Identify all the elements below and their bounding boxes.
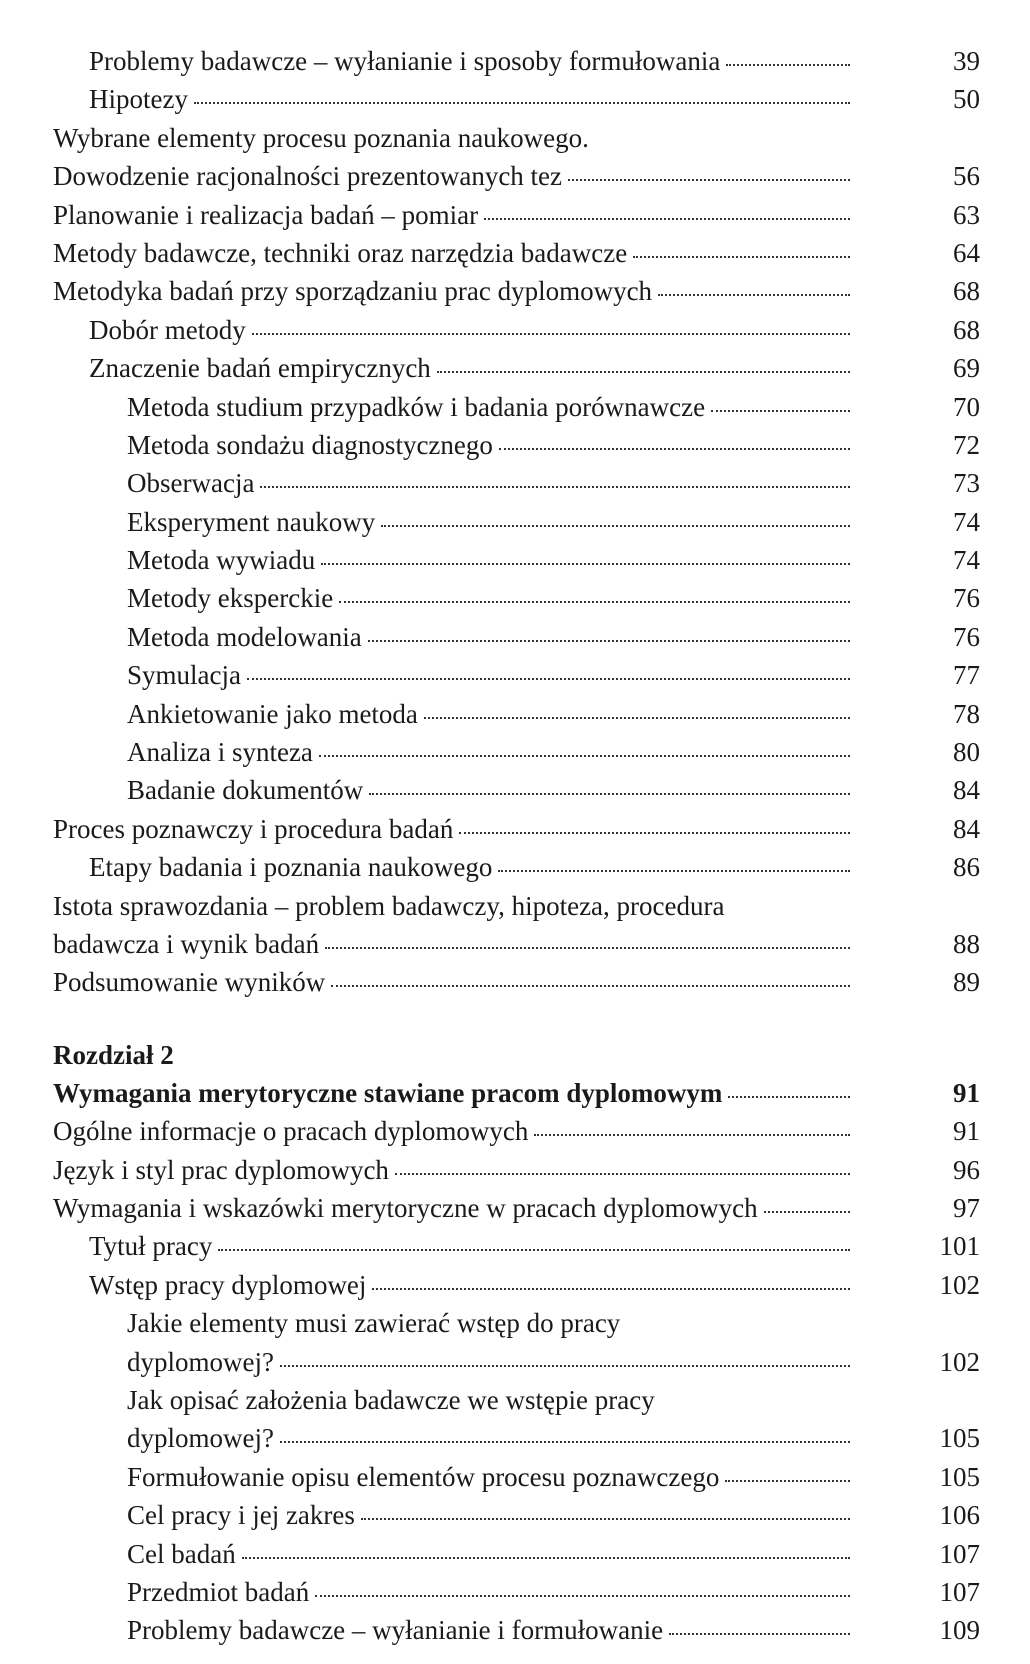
toc-entry-title: Proces poznawczy i procedura badań bbox=[53, 813, 454, 844]
toc-entry-page-number: 80 bbox=[953, 737, 980, 768]
toc-entry-page-number: 78 bbox=[953, 698, 980, 729]
toc-entry-title: Metoda wywiadu bbox=[127, 545, 316, 576]
dot-leader bbox=[764, 1211, 850, 1213]
dot-leader bbox=[339, 601, 850, 603]
toc-entry-title: Metoda studium przypadków i badania porównawcze bbox=[127, 391, 706, 422]
table-of-contents bbox=[0, 42, 1030, 1650]
dot-leader bbox=[331, 985, 850, 987]
toc-entry-page-number: 96 bbox=[953, 1154, 980, 1185]
dot-leader bbox=[498, 870, 850, 872]
toc-entry[interactable] bbox=[0, 503, 1030, 541]
toc-entry-page-number: 76 bbox=[953, 621, 980, 652]
dot-leader bbox=[484, 218, 850, 220]
dot-leader bbox=[381, 525, 850, 527]
toc-entry-page-number: 105 bbox=[939, 1423, 980, 1454]
toc-entry[interactable] bbox=[0, 1304, 1030, 1381]
toc-entry[interactable] bbox=[0, 1573, 1030, 1611]
toc-entry-page-number: 50 bbox=[953, 84, 980, 115]
toc-entry-title: Dowodzenie racjonalności prezentowanych tez bbox=[53, 161, 563, 192]
toc-entry-title: Metody badawcze, techniki oraz narzędzia badawcze bbox=[53, 237, 628, 268]
dot-leader bbox=[437, 371, 850, 373]
toc-entry-title-line1: Wybrane elementy procesu poznania naukowego. bbox=[53, 122, 589, 153]
toc-entry[interactable] bbox=[0, 848, 1030, 886]
toc-entry-page-number: 101 bbox=[939, 1231, 980, 1262]
toc-entry[interactable] bbox=[0, 1266, 1030, 1304]
toc-entry[interactable] bbox=[0, 1074, 1030, 1112]
toc-entry[interactable] bbox=[0, 1381, 1030, 1458]
toc-entry-title: Metoda sondażu diagnostycznego bbox=[127, 429, 493, 460]
toc-entry[interactable] bbox=[0, 1112, 1030, 1150]
dot-leader bbox=[280, 1365, 850, 1367]
dot-leader bbox=[424, 717, 850, 719]
toc-entry-page-number: 76 bbox=[953, 583, 980, 614]
toc-entry[interactable] bbox=[0, 234, 1030, 272]
toc-entry-title: Formułowanie opisu elementów procesu poznawczego bbox=[127, 1461, 720, 1492]
toc-entry-title: Metoda modelowania bbox=[127, 621, 362, 652]
toc-entry-page-number: 39 bbox=[953, 46, 980, 76]
dot-leader bbox=[633, 256, 850, 258]
dot-leader bbox=[361, 1518, 850, 1520]
toc-entry-title: Przedmiot badań bbox=[127, 1576, 310, 1607]
toc-entry-page-number: 69 bbox=[953, 353, 980, 384]
toc-entry-page-number: 70 bbox=[953, 391, 980, 422]
dot-leader bbox=[218, 1249, 850, 1251]
toc-entry-page-number: 109 bbox=[939, 1615, 980, 1646]
toc-entry-page-number: 107 bbox=[939, 1538, 980, 1569]
toc-entry-title: Eksperyment naukowy bbox=[127, 506, 376, 537]
chapter-heading bbox=[0, 1036, 1030, 1074]
toc-entry-title: Znaczenie badań empirycznych bbox=[89, 353, 431, 384]
toc-entry[interactable] bbox=[0, 311, 1030, 349]
toc-entry[interactable] bbox=[0, 1535, 1030, 1573]
dot-leader bbox=[315, 1595, 850, 1597]
toc-entry[interactable] bbox=[0, 119, 1030, 196]
dot-leader bbox=[369, 793, 850, 795]
dot-leader bbox=[319, 755, 850, 757]
dot-leader bbox=[658, 294, 850, 296]
chapter-2-heading: Rozdział 2 bbox=[53, 1039, 174, 1070]
toc-entry-title: dyplomowej? bbox=[127, 1423, 274, 1454]
toc-entry-title: Hipotezy bbox=[89, 84, 188, 115]
dot-leader bbox=[568, 179, 850, 181]
section-gap bbox=[0, 1002, 1030, 1036]
toc-entry-page-number: 86 bbox=[953, 852, 980, 883]
toc-entry-page-number: 68 bbox=[953, 276, 980, 307]
dot-leader bbox=[368, 640, 850, 642]
toc-entry[interactable] bbox=[0, 771, 1030, 809]
toc-entry-title: Problemy badawcze – wyłanianie i sposoby formułowania bbox=[89, 46, 721, 76]
toc-entry-page-number: 84 bbox=[953, 775, 980, 806]
toc-entry[interactable] bbox=[0, 656, 1030, 694]
toc-entry-page-number: 106 bbox=[939, 1500, 980, 1531]
dot-leader bbox=[711, 410, 850, 412]
toc-entry-page-number: 63 bbox=[953, 199, 980, 230]
toc-entry[interactable] bbox=[0, 464, 1030, 502]
toc-entry-page-number: 107 bbox=[939, 1576, 980, 1607]
toc-entry-title: badawcza i wynik badań bbox=[53, 929, 320, 959]
toc-entry-title: Cel badań bbox=[127, 1538, 236, 1569]
toc-entry-page-number: 102 bbox=[939, 1346, 980, 1377]
toc-entry[interactable] bbox=[0, 349, 1030, 387]
toc-entry-page-number: 88 bbox=[953, 929, 980, 959]
toc-entry[interactable] bbox=[0, 1227, 1030, 1265]
toc-entry-title: Podsumowanie wyników bbox=[53, 967, 326, 998]
toc-entry-title: Wstęp pracy dyplomowej bbox=[89, 1269, 367, 1300]
dot-leader bbox=[726, 64, 850, 66]
toc-entry-page-number: 102 bbox=[939, 1269, 980, 1300]
toc-entry[interactable] bbox=[0, 810, 1030, 848]
toc-entry[interactable] bbox=[0, 541, 1030, 579]
toc-entry-page-number: 97 bbox=[953, 1192, 980, 1223]
toc-entry-title: Wymagania merytoryczne stawiane pracom dyplomowym bbox=[53, 1077, 723, 1108]
toc-entry-page-number: 56 bbox=[953, 161, 980, 192]
toc-entry-title-line1: Jak opisać założenia badawcze we wstępie pracy bbox=[127, 1384, 655, 1415]
toc-entry-title: Symulacja bbox=[127, 660, 241, 691]
dot-leader bbox=[194, 102, 850, 104]
dot-leader bbox=[372, 1288, 850, 1290]
dot-leader bbox=[252, 333, 850, 335]
toc-entry[interactable] bbox=[0, 42, 1030, 80]
toc-entry-page-number: 72 bbox=[953, 429, 980, 460]
toc-entry[interactable] bbox=[0, 272, 1030, 310]
toc-entry-page-number: 74 bbox=[953, 506, 980, 537]
dot-leader bbox=[395, 1173, 850, 1175]
toc-entry-title-line1: Istota sprawozdania – problem badawczy, hipoteza, procedura bbox=[53, 890, 725, 921]
toc-entry[interactable] bbox=[0, 579, 1030, 617]
toc-part-1 bbox=[0, 42, 1030, 1002]
toc-entry[interactable] bbox=[0, 618, 1030, 656]
toc-entry-title: Analiza i synteza bbox=[127, 737, 313, 768]
toc-entry[interactable] bbox=[0, 196, 1030, 234]
toc-entry[interactable] bbox=[0, 887, 1030, 964]
dot-leader bbox=[325, 947, 850, 949]
dot-leader bbox=[280, 1441, 850, 1443]
toc-entry[interactable] bbox=[0, 733, 1030, 771]
toc-entry-title: Język i styl prac dyplomowych bbox=[53, 1154, 389, 1185]
toc-entry[interactable] bbox=[0, 388, 1030, 426]
toc-entry-title: dyplomowej? bbox=[127, 1346, 274, 1377]
toc-entry[interactable] bbox=[0, 695, 1030, 733]
toc-entry-title: Tytuł pracy bbox=[89, 1231, 213, 1262]
dot-leader bbox=[321, 563, 850, 565]
dot-leader bbox=[242, 1557, 850, 1559]
toc-entry-page-number: 105 bbox=[939, 1461, 980, 1492]
toc-entry-page-number: 77 bbox=[953, 660, 980, 691]
dot-leader bbox=[725, 1480, 850, 1482]
toc-entry-title: Metodyka badań przy sporządzaniu prac dyplomowych bbox=[53, 276, 653, 307]
dot-leader bbox=[247, 678, 850, 680]
toc-entry-page-number: 84 bbox=[953, 813, 980, 844]
dot-leader bbox=[499, 448, 850, 450]
toc-entry-page-number: 68 bbox=[953, 314, 980, 345]
toc-entry-page-number: 89 bbox=[953, 967, 980, 998]
toc-entry-title: Planowanie i realizacja badań – pomiar bbox=[53, 199, 479, 230]
toc-entry[interactable] bbox=[0, 1458, 1030, 1496]
toc-entry-title: Badanie dokumentów bbox=[127, 775, 364, 806]
toc-entry-title: Metody eksperckie bbox=[127, 583, 334, 614]
toc-chapter-2 bbox=[0, 1074, 1030, 1650]
toc-entry-title-line1: Jakie elementy musi zawierać wstęp do pracy bbox=[127, 1308, 621, 1339]
toc-entry-title: Wymagania i wskazówki merytoryczne w pracach dyplomowych bbox=[53, 1192, 758, 1223]
toc-entry[interactable] bbox=[0, 1611, 1030, 1649]
toc-entry-title: Ankietowanie jako metoda bbox=[127, 698, 418, 729]
dot-leader bbox=[728, 1096, 850, 1098]
dot-leader bbox=[669, 1633, 850, 1635]
toc-entry[interactable] bbox=[0, 426, 1030, 464]
toc-entry-title: Cel pracy i jej zakres bbox=[127, 1500, 355, 1531]
dot-leader bbox=[459, 832, 850, 834]
toc-entry[interactable] bbox=[0, 1151, 1030, 1189]
toc-entry-page-number: 91 bbox=[953, 1077, 980, 1108]
toc-entry-page-number: 74 bbox=[953, 545, 980, 576]
toc-entry-title: Obserwacja bbox=[127, 468, 255, 499]
toc-entry-page-number: 64 bbox=[953, 237, 980, 268]
toc-entry[interactable] bbox=[0, 80, 1030, 118]
toc-entry-title: Problemy badawcze – wyłanianie i formułowanie bbox=[127, 1615, 664, 1646]
dot-leader bbox=[534, 1134, 850, 1136]
toc-entry-title: Etapy badania i poznania naukowego bbox=[89, 852, 493, 883]
toc-entry[interactable] bbox=[0, 1189, 1030, 1227]
toc-entry[interactable] bbox=[0, 963, 1030, 1001]
toc-entry-title: Ogólne informacje o pracach dyplomowych bbox=[53, 1116, 529, 1147]
dot-leader bbox=[260, 486, 850, 488]
toc-entry-page-number: 91 bbox=[953, 1116, 980, 1147]
toc-entry-title: Dobór metody bbox=[89, 314, 246, 345]
toc-entry-page-number: 73 bbox=[953, 468, 980, 499]
toc-entry[interactable] bbox=[0, 1496, 1030, 1534]
